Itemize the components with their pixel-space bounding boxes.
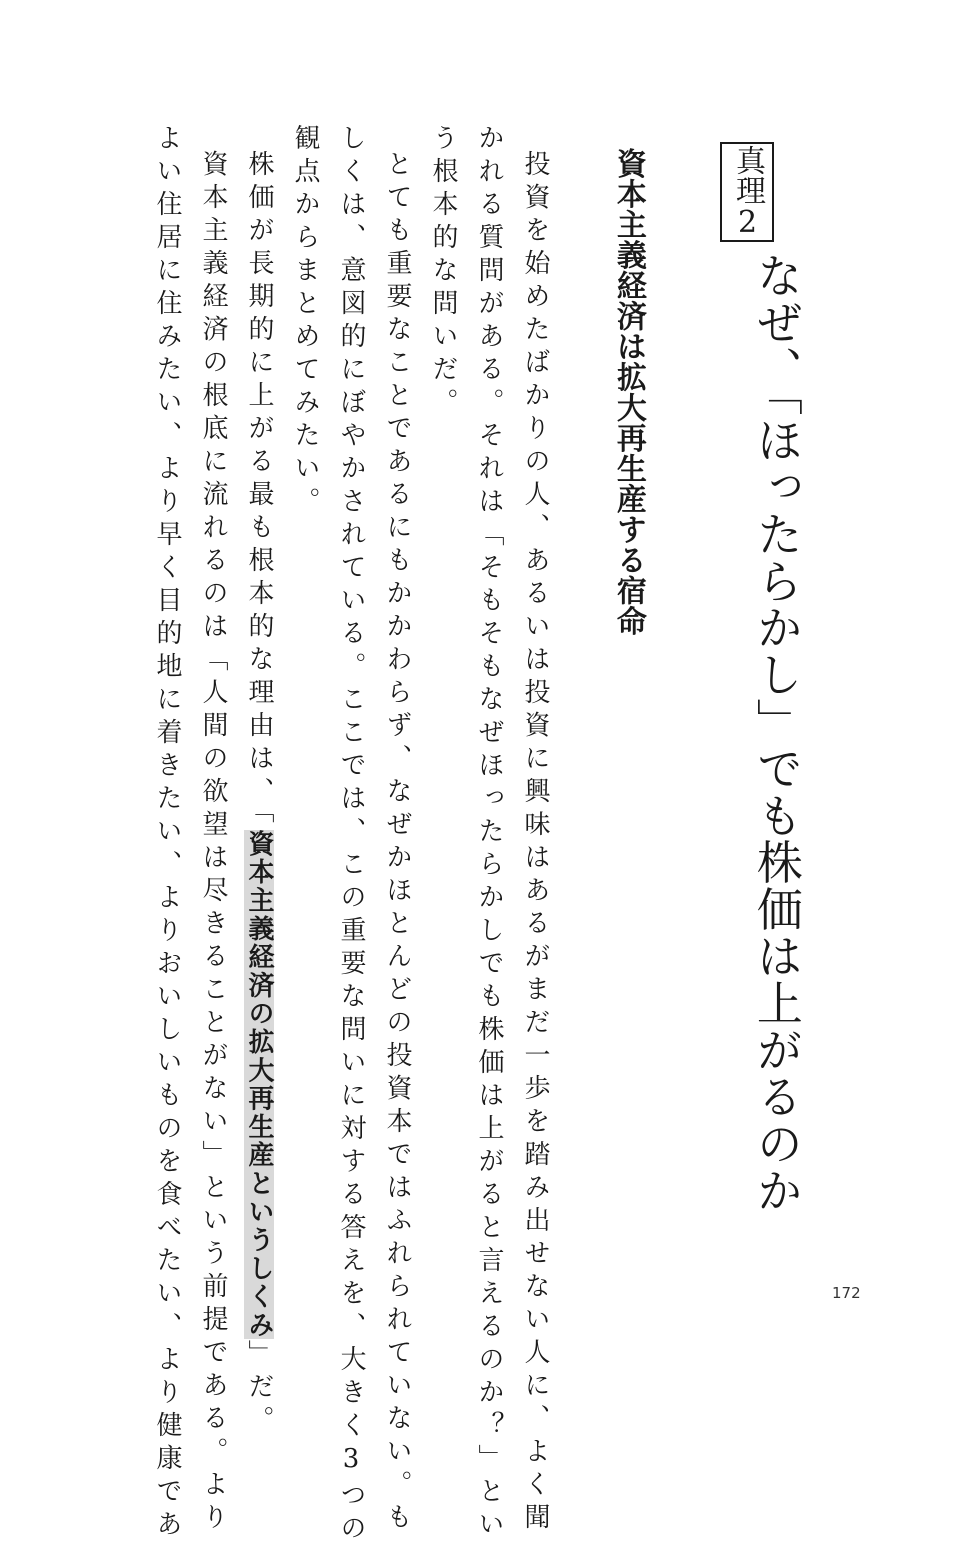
body-line: よい住居に住みたい、より早く目的地に着きたい、よりおいしいものを食べたい、より健康であ (152, 124, 182, 1543)
chapter-label-box (720, 142, 774, 242)
body-text-segment: 株価が長期的に上がる最も根本的な理由は、「 (244, 150, 274, 830)
page-number: 172 (832, 1284, 861, 1302)
body-line: 観点からまとめてみたい。 (290, 124, 320, 520)
chapter-title: なぜ、「ほったらかし」でも株価は上がるのか (749, 252, 804, 1214)
body-line: とても重要なことであるにもかかわらず、なぜかほとんどの投資本ではふれられていない。も (382, 150, 412, 1536)
body-text-segment: 」だ。 (244, 1339, 274, 1439)
body-line: しくは、意図的にぼやかされている。ここでは、この重要な問いに対する答えを、大きく3つの (336, 124, 366, 1547)
highlighted-phrase: 資本主義経済の拡大再生産というしくみ (244, 830, 274, 1340)
body-line: う根本的な問いだ。 (428, 124, 458, 421)
body-line: 投資を始めたばかりの人、あるいは投資に興味はあるがまだ一歩を踏み出せない人に、よく聞 (520, 150, 550, 1536)
body-line (243, 150, 275, 1438)
body-line: かれる質問がある。それは「そもそもなぜほったらかしでも株価は上がると言えるのか？」とい (474, 124, 504, 1543)
section-heading: 資本主義経済は拡大再生産する宿命 (610, 148, 646, 636)
body-line: 資本主義経済の根底に流れるのは「人間の欲望は尽きることがない」という前提である。より (198, 150, 228, 1536)
chapter-label: 真理2 (730, 144, 765, 240)
